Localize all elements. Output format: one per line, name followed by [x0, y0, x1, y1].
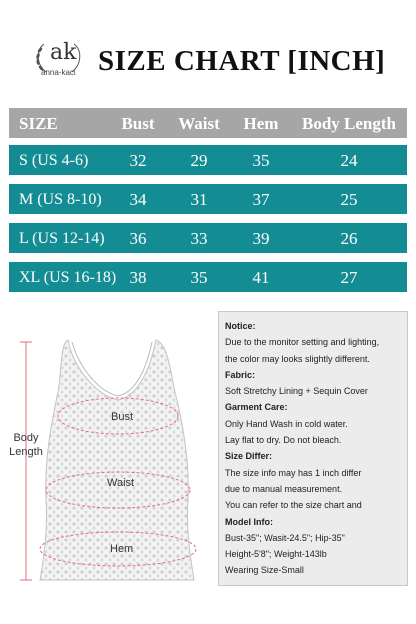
table-row [9, 145, 407, 175]
note-text: Height-5'8"; Weight-143lb [225, 549, 327, 560]
note-text: Soft Stretchy Lining + Sequin Cover [225, 386, 368, 397]
note-text: the color may looks slightly different. [225, 353, 370, 364]
table-header [9, 108, 407, 138]
cell-hem: 37 [252, 190, 270, 209]
note-text: You can refer to the size chart and [225, 500, 362, 511]
note-text: Bust-35"; Wasit-24.5"; Hip-35" [225, 532, 345, 543]
garment-diagram [0, 330, 215, 595]
cell-bust: 32 [129, 151, 147, 170]
header-waist: Waist [178, 114, 220, 133]
body-length-label [4, 431, 48, 459]
cell-waist: 29 [190, 151, 208, 170]
cell-waist: 31 [190, 190, 208, 209]
note-heading: Fabric: [225, 369, 256, 380]
cell-bust: 34 [129, 190, 147, 209]
cell-bust: 38 [129, 268, 147, 287]
note-heading: Notice: [225, 321, 256, 331]
cell-size: XL (US 16-18) [19, 269, 117, 286]
table-row [9, 223, 407, 253]
cell-size: S (US 4-6) [19, 152, 89, 169]
note-text: Wearing Size-Small [225, 565, 304, 576]
note-text: due to manual measurement. [225, 483, 343, 494]
header-size: SIZE [19, 114, 58, 133]
body-length-label-line2: Length [9, 446, 43, 458]
cell-waist: 33 [190, 229, 208, 248]
page-title: SIZE CHART [INCH] [98, 45, 386, 77]
cell-bust: 36 [129, 229, 147, 248]
header-body-length: Body Length [302, 114, 396, 133]
product-notes-panel [218, 311, 408, 586]
cell-size: L (US 12-14) [19, 230, 105, 247]
table-row [9, 262, 407, 292]
brand-monogram: ak [50, 40, 77, 65]
note-heading: Model Info: [225, 516, 273, 527]
cell-hem: 35 [252, 151, 270, 170]
note-text: Only Hand Wash in cold water. [225, 418, 348, 429]
waist-label: Waist [107, 477, 135, 489]
header-hem: Hem [243, 114, 279, 133]
brand-logo [30, 38, 88, 78]
table-row [9, 184, 407, 214]
note-heading: Garment Care: [225, 402, 288, 413]
cell-hem: 39 [252, 229, 270, 248]
body-length-label-line1: Body [13, 432, 39, 444]
cell-body-length: 25 [340, 190, 358, 209]
cell-body-length: 24 [340, 151, 358, 170]
bust-label: Bust [111, 411, 134, 423]
cell-waist: 35 [190, 268, 208, 287]
brand-name: anna-kaci [41, 68, 76, 77]
cell-body-length: 26 [340, 229, 358, 248]
cell-hem: 41 [252, 268, 270, 287]
note-heading: Size Differ: [225, 451, 273, 462]
note-text: Lay flat to dry. Do not bleach. [225, 435, 342, 446]
cell-size: M (US 8-10) [19, 191, 102, 208]
hem-label: Hem [110, 543, 134, 555]
note-text: Due to the monitor setting and lighting, [225, 337, 380, 348]
note-text: The size info may has 1 inch differ [225, 467, 362, 478]
header-bust: Bust [121, 114, 155, 133]
cell-body-length: 27 [340, 268, 358, 287]
